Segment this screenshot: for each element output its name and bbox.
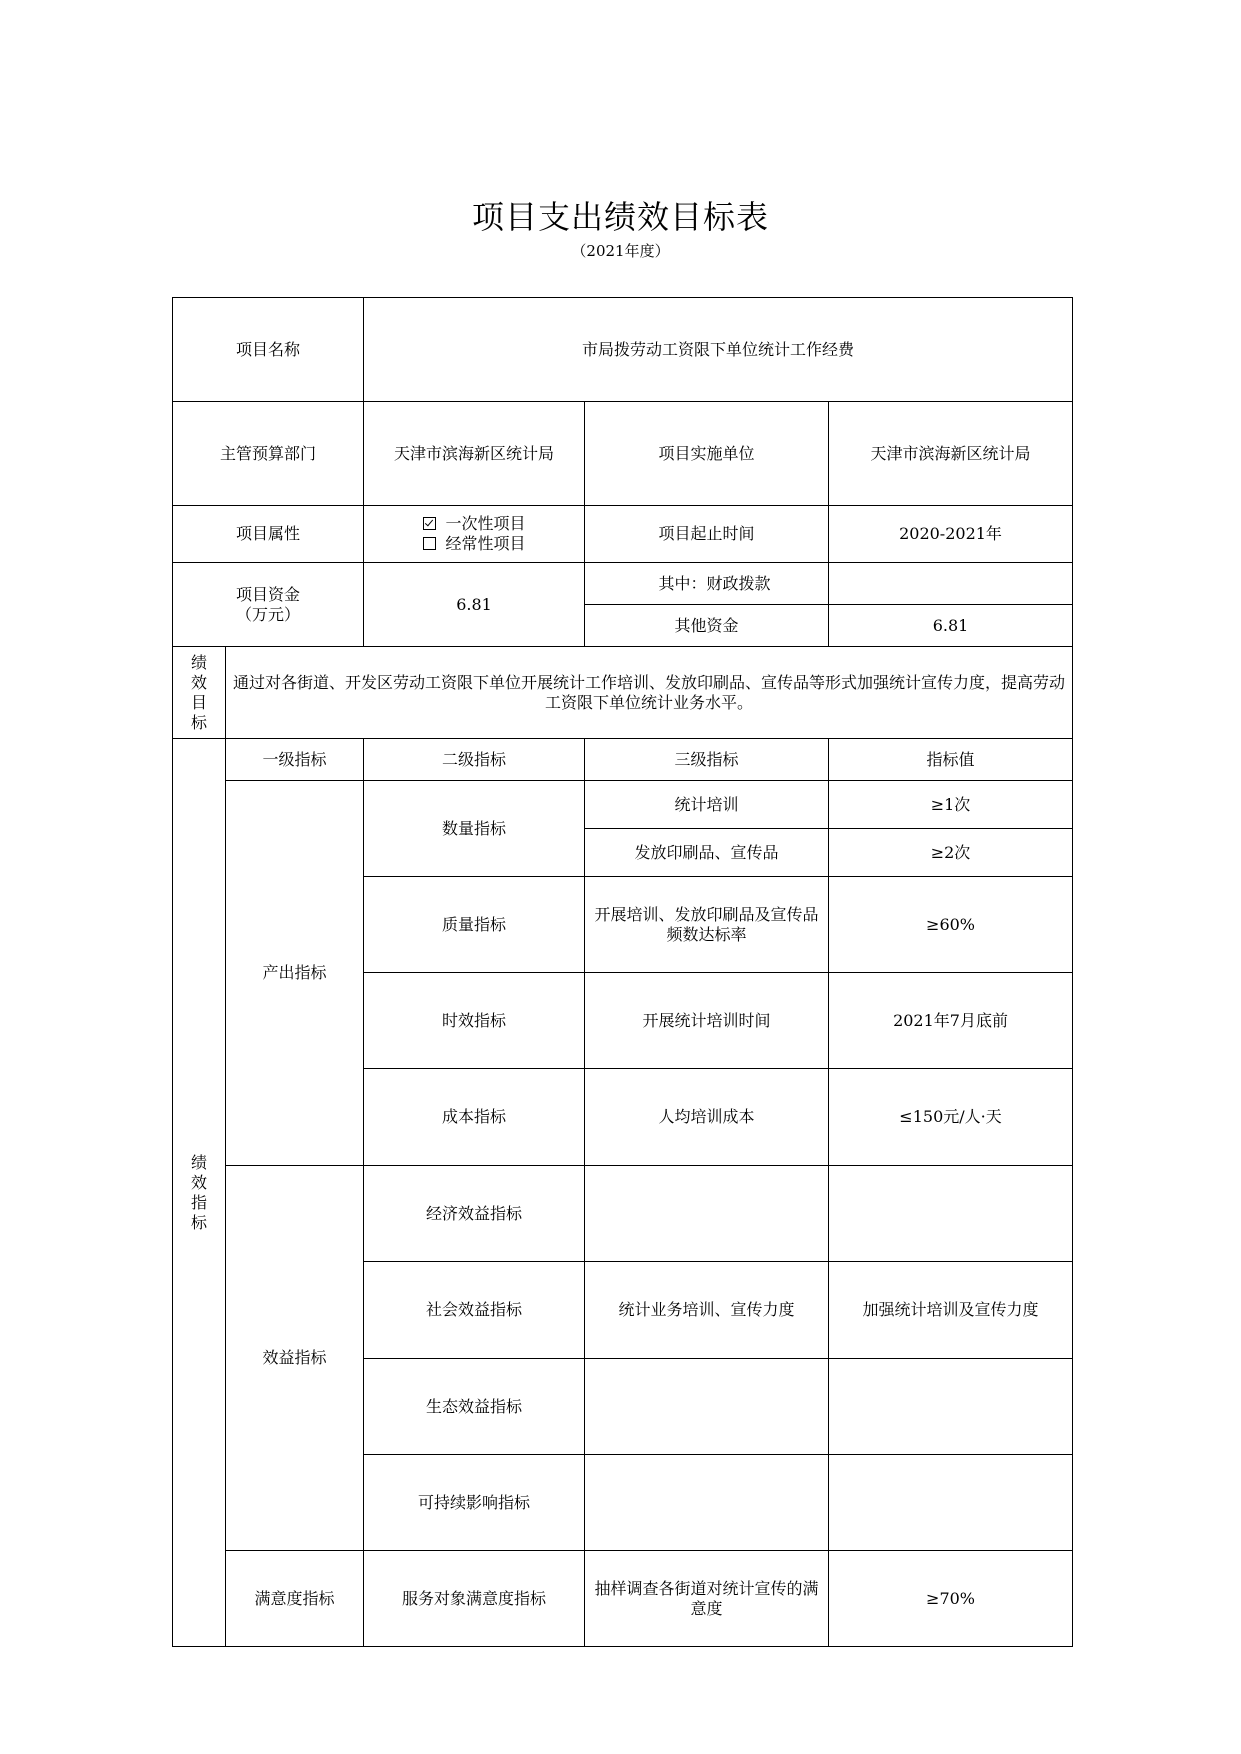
- fund-total: 6.81: [364, 563, 585, 647]
- goal-label: 绩效目标: [173, 647, 226, 739]
- sustainable-impact-label: 可持续影响指标: [364, 1455, 585, 1551]
- indicators-label: 绩效指标: [173, 739, 226, 1647]
- fiscal-value: [829, 563, 1073, 605]
- attr-label: 项目属性: [173, 506, 364, 563]
- quantity-item-training: 统计培训: [585, 781, 829, 829]
- social-benefit-item: 统计业务培训、宣传力度: [585, 1262, 829, 1359]
- timeliness-indicator-label: 时效指标: [364, 973, 585, 1069]
- timeliness-value: 2021年7月底前: [829, 973, 1073, 1069]
- satisfaction-value: ≥70%: [829, 1551, 1073, 1647]
- quantity-item-printed: 发放印刷品、宣传品: [585, 829, 829, 877]
- satisfaction-indicator-label: 满意度指标: [226, 1551, 364, 1647]
- quality-indicator-label: 质量指标: [364, 877, 585, 973]
- quantity-value-training: ≥1次: [829, 781, 1073, 829]
- project-name-label: 项目名称: [173, 298, 364, 402]
- cost-indicator-label: 成本指标: [364, 1069, 585, 1166]
- ecological-benefit-label: 生态效益指标: [364, 1359, 585, 1455]
- attr-option-recurring: 经常性项目: [368, 534, 580, 554]
- fiscal-label: 其中：财政拨款: [585, 563, 829, 605]
- period-label: 项目起止时间: [585, 506, 829, 563]
- project-name-value: 市局拨劳动工资限下单位统计工作经费: [364, 298, 1073, 402]
- economic-benefit-label: 经济效益指标: [364, 1166, 585, 1262]
- economic-benefit-value: [829, 1166, 1073, 1262]
- quantity-indicator-label: 数量指标: [364, 781, 585, 877]
- other-fund-value: 6.81: [829, 605, 1073, 647]
- fund-label: 项目资金 （万元）: [173, 563, 364, 647]
- header-value: 指标值: [829, 739, 1073, 781]
- checkbox-empty-icon: [423, 537, 436, 550]
- period-value: 2020-2021年: [829, 506, 1073, 563]
- sustainable-impact-item: [585, 1455, 829, 1551]
- quantity-value-printed: ≥2次: [829, 829, 1073, 877]
- dept-value: 天津市滨海新区统计局: [364, 402, 585, 506]
- ecological-benefit-item: [585, 1359, 829, 1455]
- satisfaction-item: 抽样调查各街道对统计宣传的满意度: [585, 1551, 829, 1647]
- attr-options: [364, 506, 585, 563]
- page-subtitle: （2021年度）: [571, 242, 670, 260]
- quality-item: 开展培训、发放印刷品及宣传品频数达标率: [585, 877, 829, 973]
- impl-value: 天津市滨海新区统计局: [829, 402, 1073, 506]
- impl-label: 项目实施单位: [585, 402, 829, 506]
- page-title: 项目支出绩效目标表: [471, 198, 769, 236]
- cost-item: 人均培训成本: [585, 1069, 829, 1166]
- social-benefit-value: 加强统计培训及宣传力度: [829, 1262, 1073, 1359]
- timeliness-item: 开展统计培训时间: [585, 973, 829, 1069]
- benefit-indicator-label: 效益指标: [226, 1166, 364, 1551]
- dept-label: 主管预算部门: [173, 402, 364, 506]
- output-indicator-label: 产出指标: [226, 781, 364, 1166]
- checkbox-checked-icon: [423, 517, 436, 530]
- other-fund-label: 其他资金: [585, 605, 829, 647]
- cost-value: ≤150元/人·天: [829, 1069, 1073, 1166]
- header-level2: 二级指标: [364, 739, 585, 781]
- goal-text: 通过对各街道、开发区劳动工资限下单位开展统计工作培训、发放印刷品、宣传品等形式加强统计宣传力度，提高劳动工资限下单位统计业务水平。: [226, 647, 1073, 739]
- quality-value: ≥60%: [829, 877, 1073, 973]
- sustainable-impact-value: [829, 1455, 1073, 1551]
- economic-benefit-item: [585, 1166, 829, 1262]
- social-benefit-label: 社会效益指标: [364, 1262, 585, 1359]
- satisfaction-sub-label: 服务对象满意度指标: [364, 1551, 585, 1647]
- header-level3: 三级指标: [585, 739, 829, 781]
- attr-option-onetime: 一次性项目: [368, 514, 580, 534]
- header-level1: 一级指标: [226, 739, 364, 781]
- performance-table: [172, 297, 1073, 1647]
- ecological-benefit-value: [829, 1359, 1073, 1455]
